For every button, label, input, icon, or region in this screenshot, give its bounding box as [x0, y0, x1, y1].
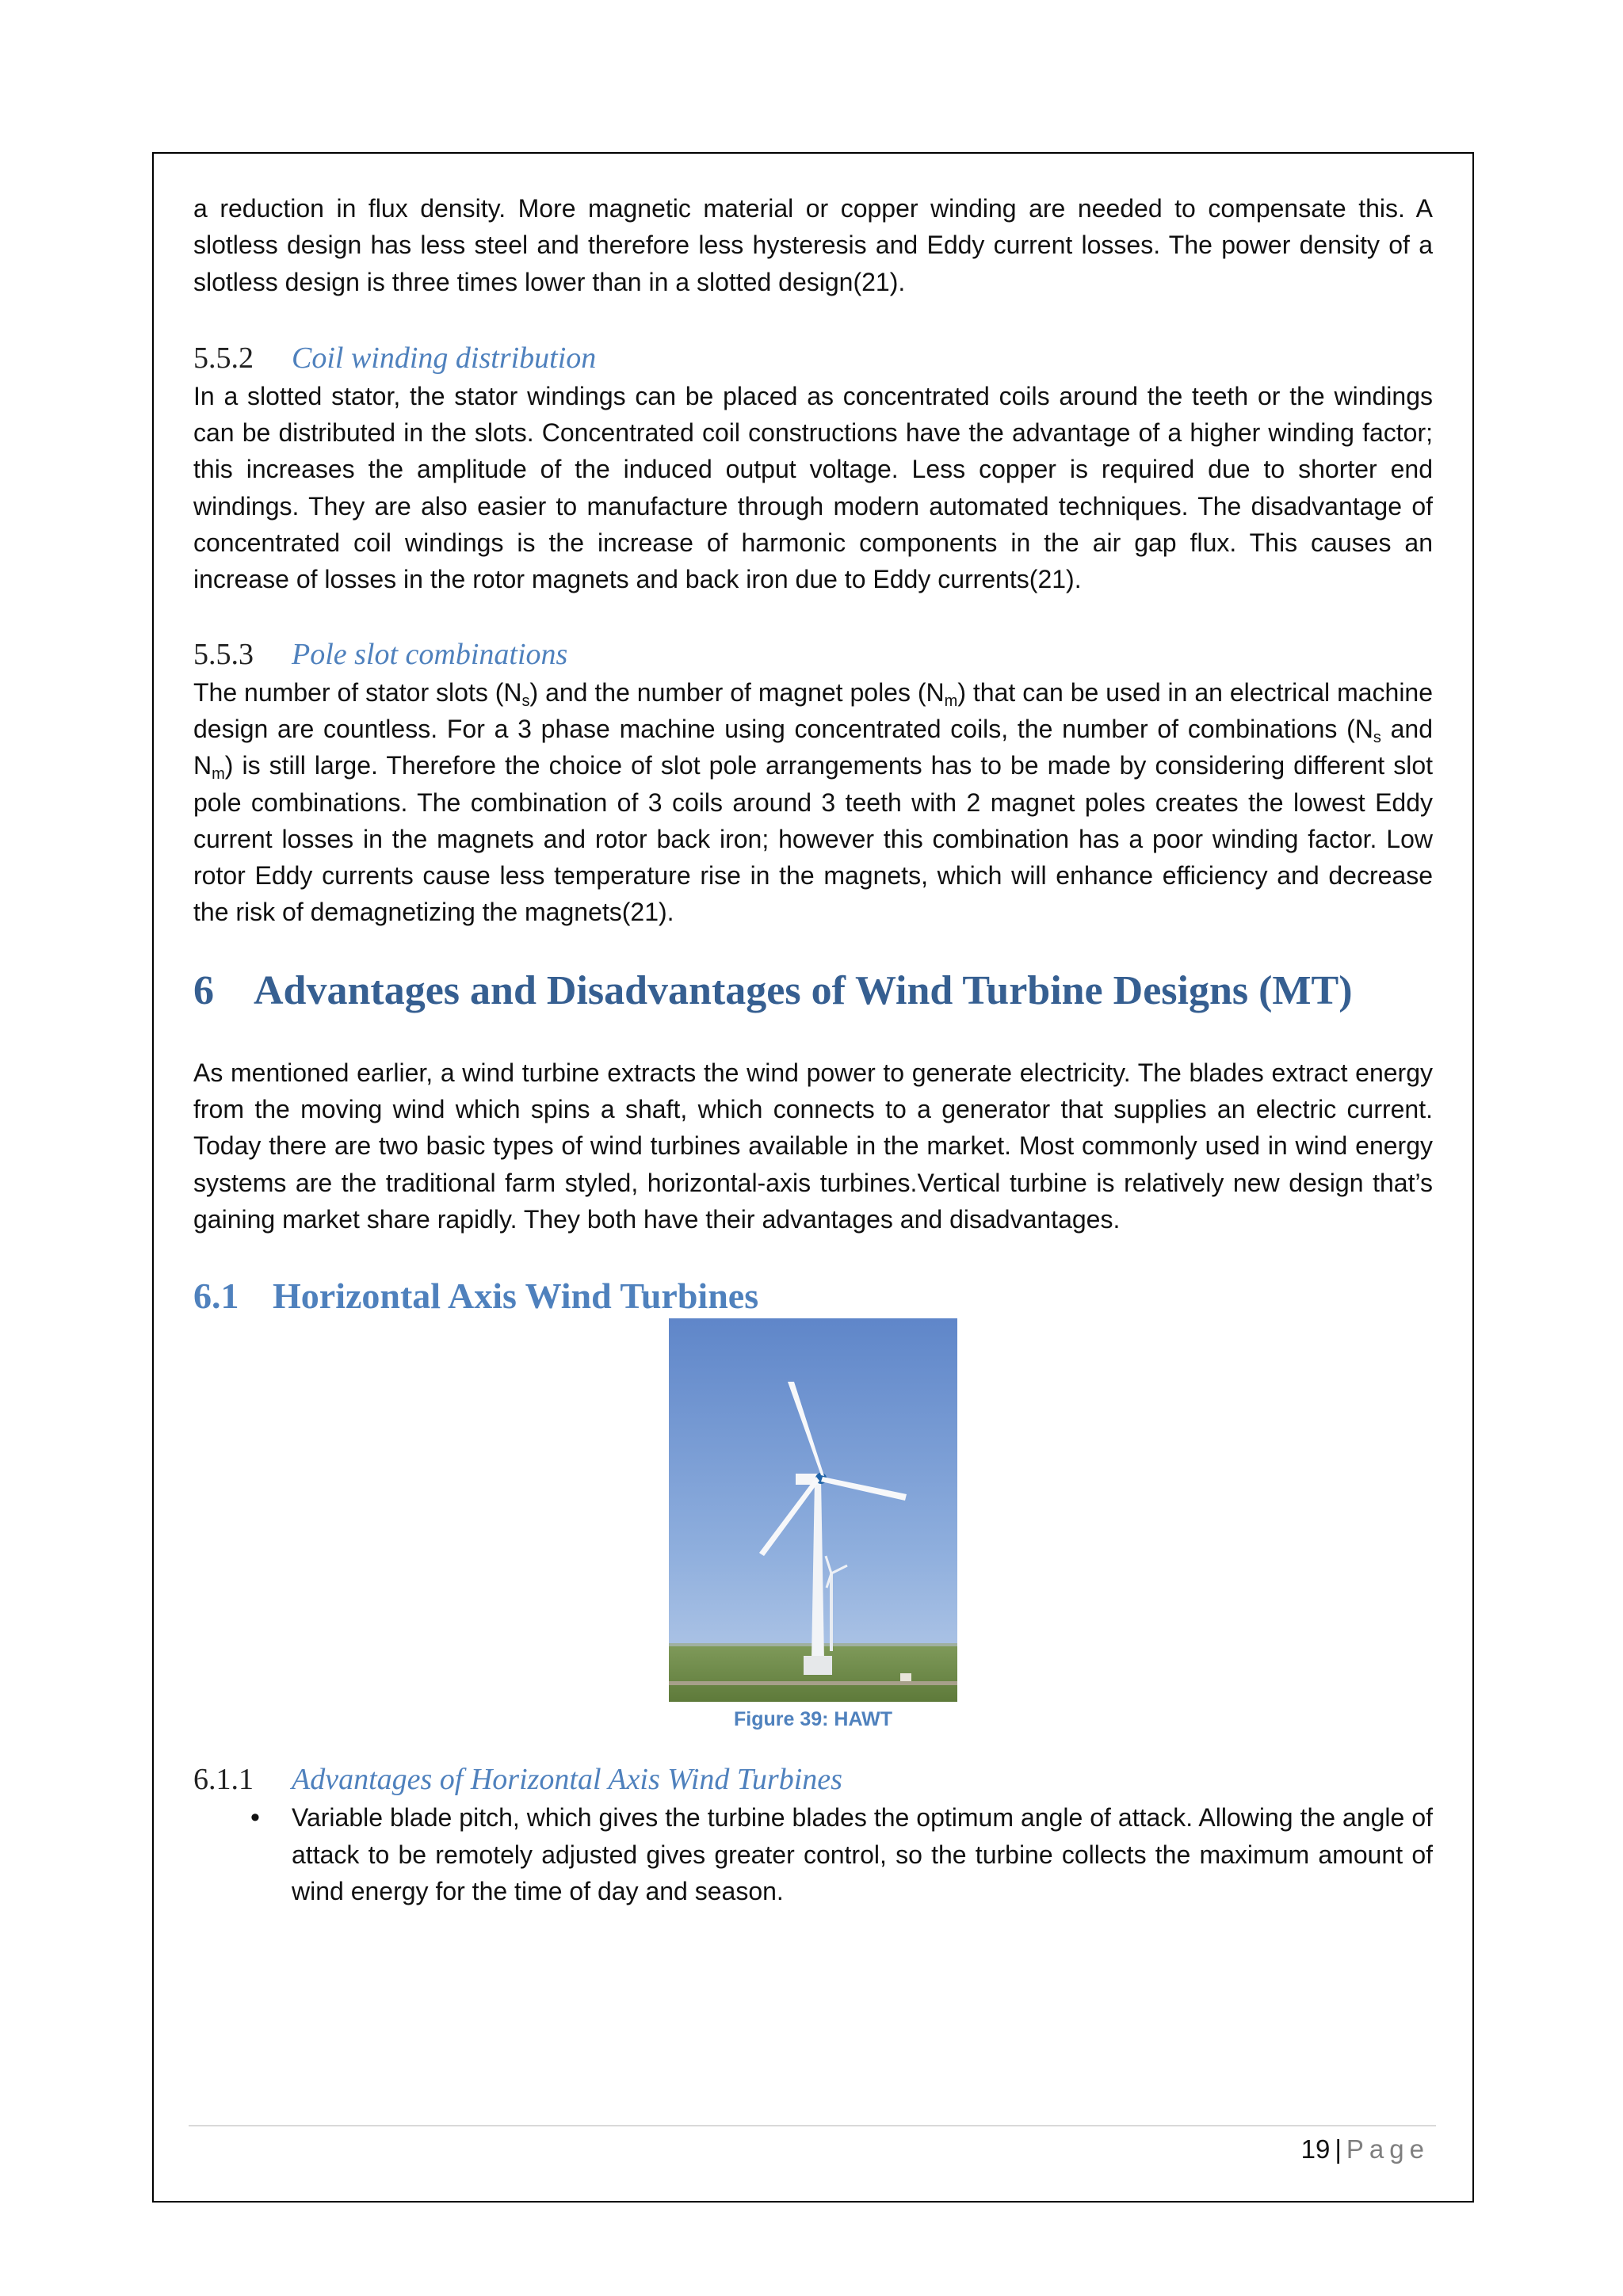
page-footer [1301, 2134, 1430, 2164]
paragraph-pole-slot [193, 674, 1433, 931]
advantages-list [193, 1799, 1433, 1909]
heading-number: 5.5.2 [193, 341, 254, 375]
figure-caption: Figure 39: HAWT [733, 1708, 892, 1731]
bullet-icon: • [250, 1802, 260, 1833]
heading-title: Advantages and Disadvantages of Wind Turbine Designs (MT) [254, 967, 1353, 1013]
paragraph-wind-turbines-intro: As mentioned earlier, a wind turbine extracts the wind power to generate electricity. The blades extract energy from the moving wind which spins a shaft, which connects to a generator that supplies an electric current. Today there are two basic types of wind turbines available in the market. Most commonly used in wind energy systems are the traditional farm styled, horizontal-axis turbines.Vertical turbine is relatively new design that’s gaining market share rapidly. They both have their advantages and disadvantages. [193, 1058, 1433, 1234]
text-run: ) and the number of magnet poles (N [529, 677, 945, 707]
heading-title: Pole slot combinations [292, 637, 568, 671]
text-run: and N [193, 714, 1434, 780]
heading-number: 6 [193, 967, 214, 1013]
page-number: 19 [1300, 2134, 1331, 2164]
heading-number: 6.1 [193, 1276, 239, 1317]
list-item [193, 1799, 1433, 1909]
heading-6 [193, 964, 1433, 1018]
heading-6-1 [193, 1274, 1433, 1318]
page-label: Page [1346, 2134, 1430, 2164]
subscript-s: s [1373, 728, 1381, 746]
subscript-m: m [944, 692, 958, 710]
subscript-s: s [521, 692, 530, 710]
footer-divider [189, 2125, 1436, 2126]
heading-5-5-3 [193, 635, 1433, 674]
page-content [193, 190, 1433, 1909]
list-item-text: Variable blade pitch, which gives the turbine blades the optimum angle of attack. Allowing the angle of attack to be remotely adjusted gives greater control, so the turbine collects the maximum amount of wind energy for the time of day and season. [292, 1803, 1433, 1905]
paragraph-coil-winding: In a slotted stator, the stator windings can be placed as concentrated coils around the teeth or the windings can be distributed in the slots. Concentrated coil constructions have the advantage of a higher winding factor; this increases the amplitude of the induced output voltage. Less copper is required due to shorter end windings. They are also easier to manufacture through modern automated techniques. The disadvantage of concentrated coil windings is the increase of harmonic components in the air gap flux. This causes an increase of losses in the rotor magnets and back iron due to Eddy currents(21). [193, 381, 1433, 594]
heading-number: 5.5.3 [193, 637, 254, 671]
text-run: The number of stator slots (N [193, 677, 522, 707]
heading-title: Coil winding distribution [292, 341, 597, 375]
text-run: ) that can be used in an electrical machine design are countless. For a 3 phase machine using concentrated coils, the number of combinations (N [193, 677, 1434, 743]
heading-title: Horizontal Axis Wind Turbines [273, 1276, 759, 1317]
footer-separator: | [1335, 2134, 1342, 2164]
heading-title: Advantages of Horizontal Axis Wind Turbines [292, 1763, 842, 1797]
heading-6-1-1 [193, 1760, 1433, 1799]
heading-5-5-2 [193, 338, 1433, 378]
paragraph-slotless: a reduction in flux density. More magnetic material or copper winding are needed to compensate this. A slotless design has less steel and therefore less hysteresis and Eddy current losses. The power density of a slotless design is three times lower than in a slotted design(21). [193, 194, 1433, 296]
subscript-m: m [212, 765, 225, 784]
hawt-figure-image [669, 1318, 957, 1702]
heading-number: 6.1.1 [193, 1763, 254, 1797]
path [669, 1681, 957, 1685]
small-building [900, 1673, 911, 1681]
text-run: ) is still large. Therefore the choice of slot pole arrangements has to be made by considering different slot pole combinations. The combination of 3 coils around 3 teeth with 2 magnet poles creates the lowest Eddy current losses in the magnets and rotor back iron; however this combination has a poor winding factor. Low rotor Eddy currents cause less temperature rise in the magnets, which will enhance efficiency and decrease the risk of demagnetizing the magnets(21). [193, 751, 1433, 927]
